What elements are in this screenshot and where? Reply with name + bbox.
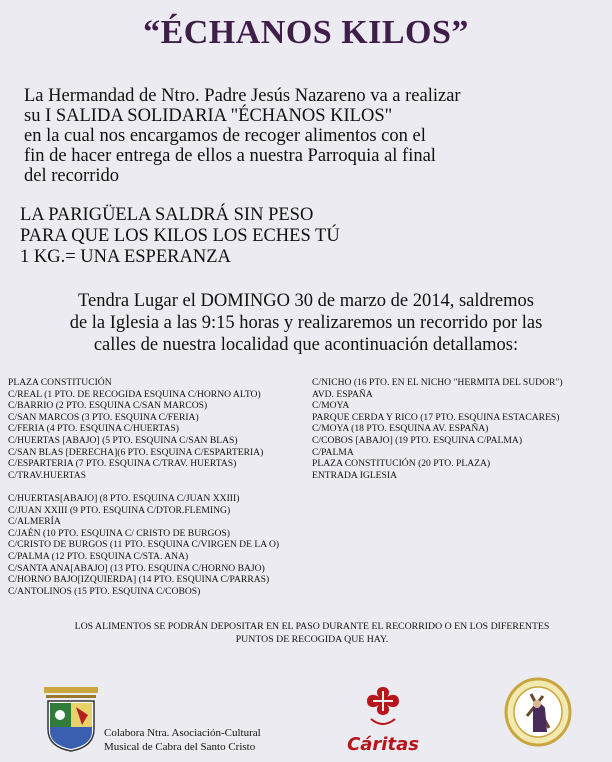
route-stop: C/TRAV.HUERTAS	[8, 469, 86, 481]
slogan-line: 1 KG.= UNA ESPERANZA	[20, 247, 231, 267]
slogan-block	[20, 205, 580, 268]
route-stop: C/JUAN XXIII (9 PTO. ESQUINA C/DTOR.FLEMING)	[8, 504, 231, 516]
collection-notice	[20, 621, 604, 646]
route-stop: C/HORNO BAJO[IZQUIERDA] (14 PTO. ESQUINA C/PARRAS)	[8, 574, 270, 586]
caritas-cross-icon	[333, 683, 433, 733]
event-line: calles de nuestra localidad que acontinuación detallamos:	[93, 335, 519, 355]
slogan-line: LA PARIGÜELA SALDRÁ SIN PESO	[20, 205, 314, 225]
route-stop: C/HUERTAS [ABAJO] (5 PTO. ESQUINA C/SAN BLAS)	[8, 434, 238, 446]
slogan-line: PARA QUE LOS KILOS LOS ECHES TÚ	[20, 226, 340, 246]
notice-line: LOS ALIMENTOS SE PODRÁN DEPOSITAR EN EL PASO DURANTE EL RECORRIDO O EN LOS DIFERENTES	[74, 621, 550, 632]
route-stop: AVD. ESPAÑA	[312, 388, 373, 400]
route-stop: C/COBOS [ABAJO] (19 PTO. ESQUINA C/PALMA)	[312, 434, 523, 446]
caritas-logo	[333, 683, 433, 755]
route-list-left-top	[8, 377, 263, 481]
route-stop: C/SAN MARCOS (3 PTO. ESQUINA C/FERIA)	[8, 411, 199, 423]
route-list-right	[312, 377, 563, 481]
route-stop: PLAZA CONSTITUCIÓN (20 PTO. PLAZA)	[312, 458, 491, 470]
intro-line: en la cual nos encargamos de recoger alimentos con el	[24, 126, 426, 146]
route-stop: PLAZA CONSTITUCIÓN	[8, 377, 112, 388]
route-stop: C/SANTA ANA[ABAJO] (13 PTO. ESQUINA C/HORNO BAJO)	[8, 562, 265, 574]
route-stop: C/JAÉN (10 PTO. ESQUINA C/ CRISTO DE BURGOS)	[8, 527, 230, 539]
event-line: de la Iglesia a las 9:15 horas y realizaremos un recorrido por las	[69, 313, 543, 333]
route-stop: ENTRADA IGLESIA	[312, 469, 398, 481]
collaborator-text	[104, 726, 261, 754]
intro-line: del recorrido	[24, 166, 120, 186]
route-stop: C/HUERTAS[ABAJO] (8 PTO. ESQUINA C/JUAN XXIII)	[8, 493, 240, 504]
page-title: “ÉCHANOS KILOS”	[143, 14, 469, 51]
route-stop: C/NICHO (16 PTO. EN EL NICHO "HERMITA DEL SUDOR")	[312, 377, 563, 388]
route-stop: C/SAN BLAS [DERECHA](6 PTO. ESQUINA C/ESPARTERIA)	[8, 446, 264, 458]
route-stop: C/ALMERÍA	[8, 516, 61, 528]
route-stop: C/MOYA (18 PTO. ESQUINA AV. ESPAÑA)	[312, 423, 489, 435]
route-stop: C/FERIA (4 PTO. ESQUINA C/HUERTAS)	[8, 423, 179, 435]
route-stop: C/ESPARTERIA (7 PTO. ESQUINA C/TRAV. HUERTAS)	[8, 458, 237, 470]
route-stop: C/REAL (1 PTO. DE RECOGIDA ESQUINA C/HORNO ALTO)	[8, 388, 261, 400]
caritas-label: Cáritas	[347, 734, 419, 755]
route-stop: C/PALMA (12 PTO. ESQUINA C/STA. ANA)	[8, 550, 189, 562]
brotherhood-seal-icon	[503, 676, 573, 748]
event-details	[0, 290, 612, 356]
route-stop: C/MOYA	[312, 400, 350, 412]
intro-line: su I SALIDA SOLIDARIA "ÉCHANOS KILOS"	[24, 106, 393, 126]
collab-line: Colabora Ntra. Asociación-Cultural	[104, 727, 261, 739]
route-list-left-bottom	[8, 493, 279, 597]
route-stop: C/CRISTO DE BURGOS (11 PTO. ESQUINA C/VIRGEN DE LA O)	[8, 539, 280, 551]
event-line: Tendra Lugar el DOMINGO 30 de marzo de 2014, saldremos	[78, 291, 534, 311]
music-band-logo-icon	[42, 685, 100, 753]
intro-paragraph	[24, 86, 584, 186]
route-stop: PARQUE CERDA Y RICO (17 PTO. ESQUINA ESTACARES)	[312, 411, 560, 423]
collab-line: Musical de Cabra del Santo Cristo	[104, 741, 256, 753]
intro-line: fin de hacer entrega de ellos a nuestra Parroquia al final	[24, 146, 436, 166]
route-stop: C/ANTOLINOS (15 PTO. ESQUINA C/COBOS)	[8, 585, 201, 597]
route-stop: C/PALMA	[312, 446, 354, 458]
route-stop: C/BARRIO (2 PTO. ESQUINA C/SAN MARCOS)	[8, 400, 208, 412]
notice-line: PUNTOS DE RECOGIDA QUE HAY.	[235, 633, 389, 645]
intro-line: La Hermandad de Ntro. Padre Jesús Nazareno va a realizar	[24, 86, 461, 106]
